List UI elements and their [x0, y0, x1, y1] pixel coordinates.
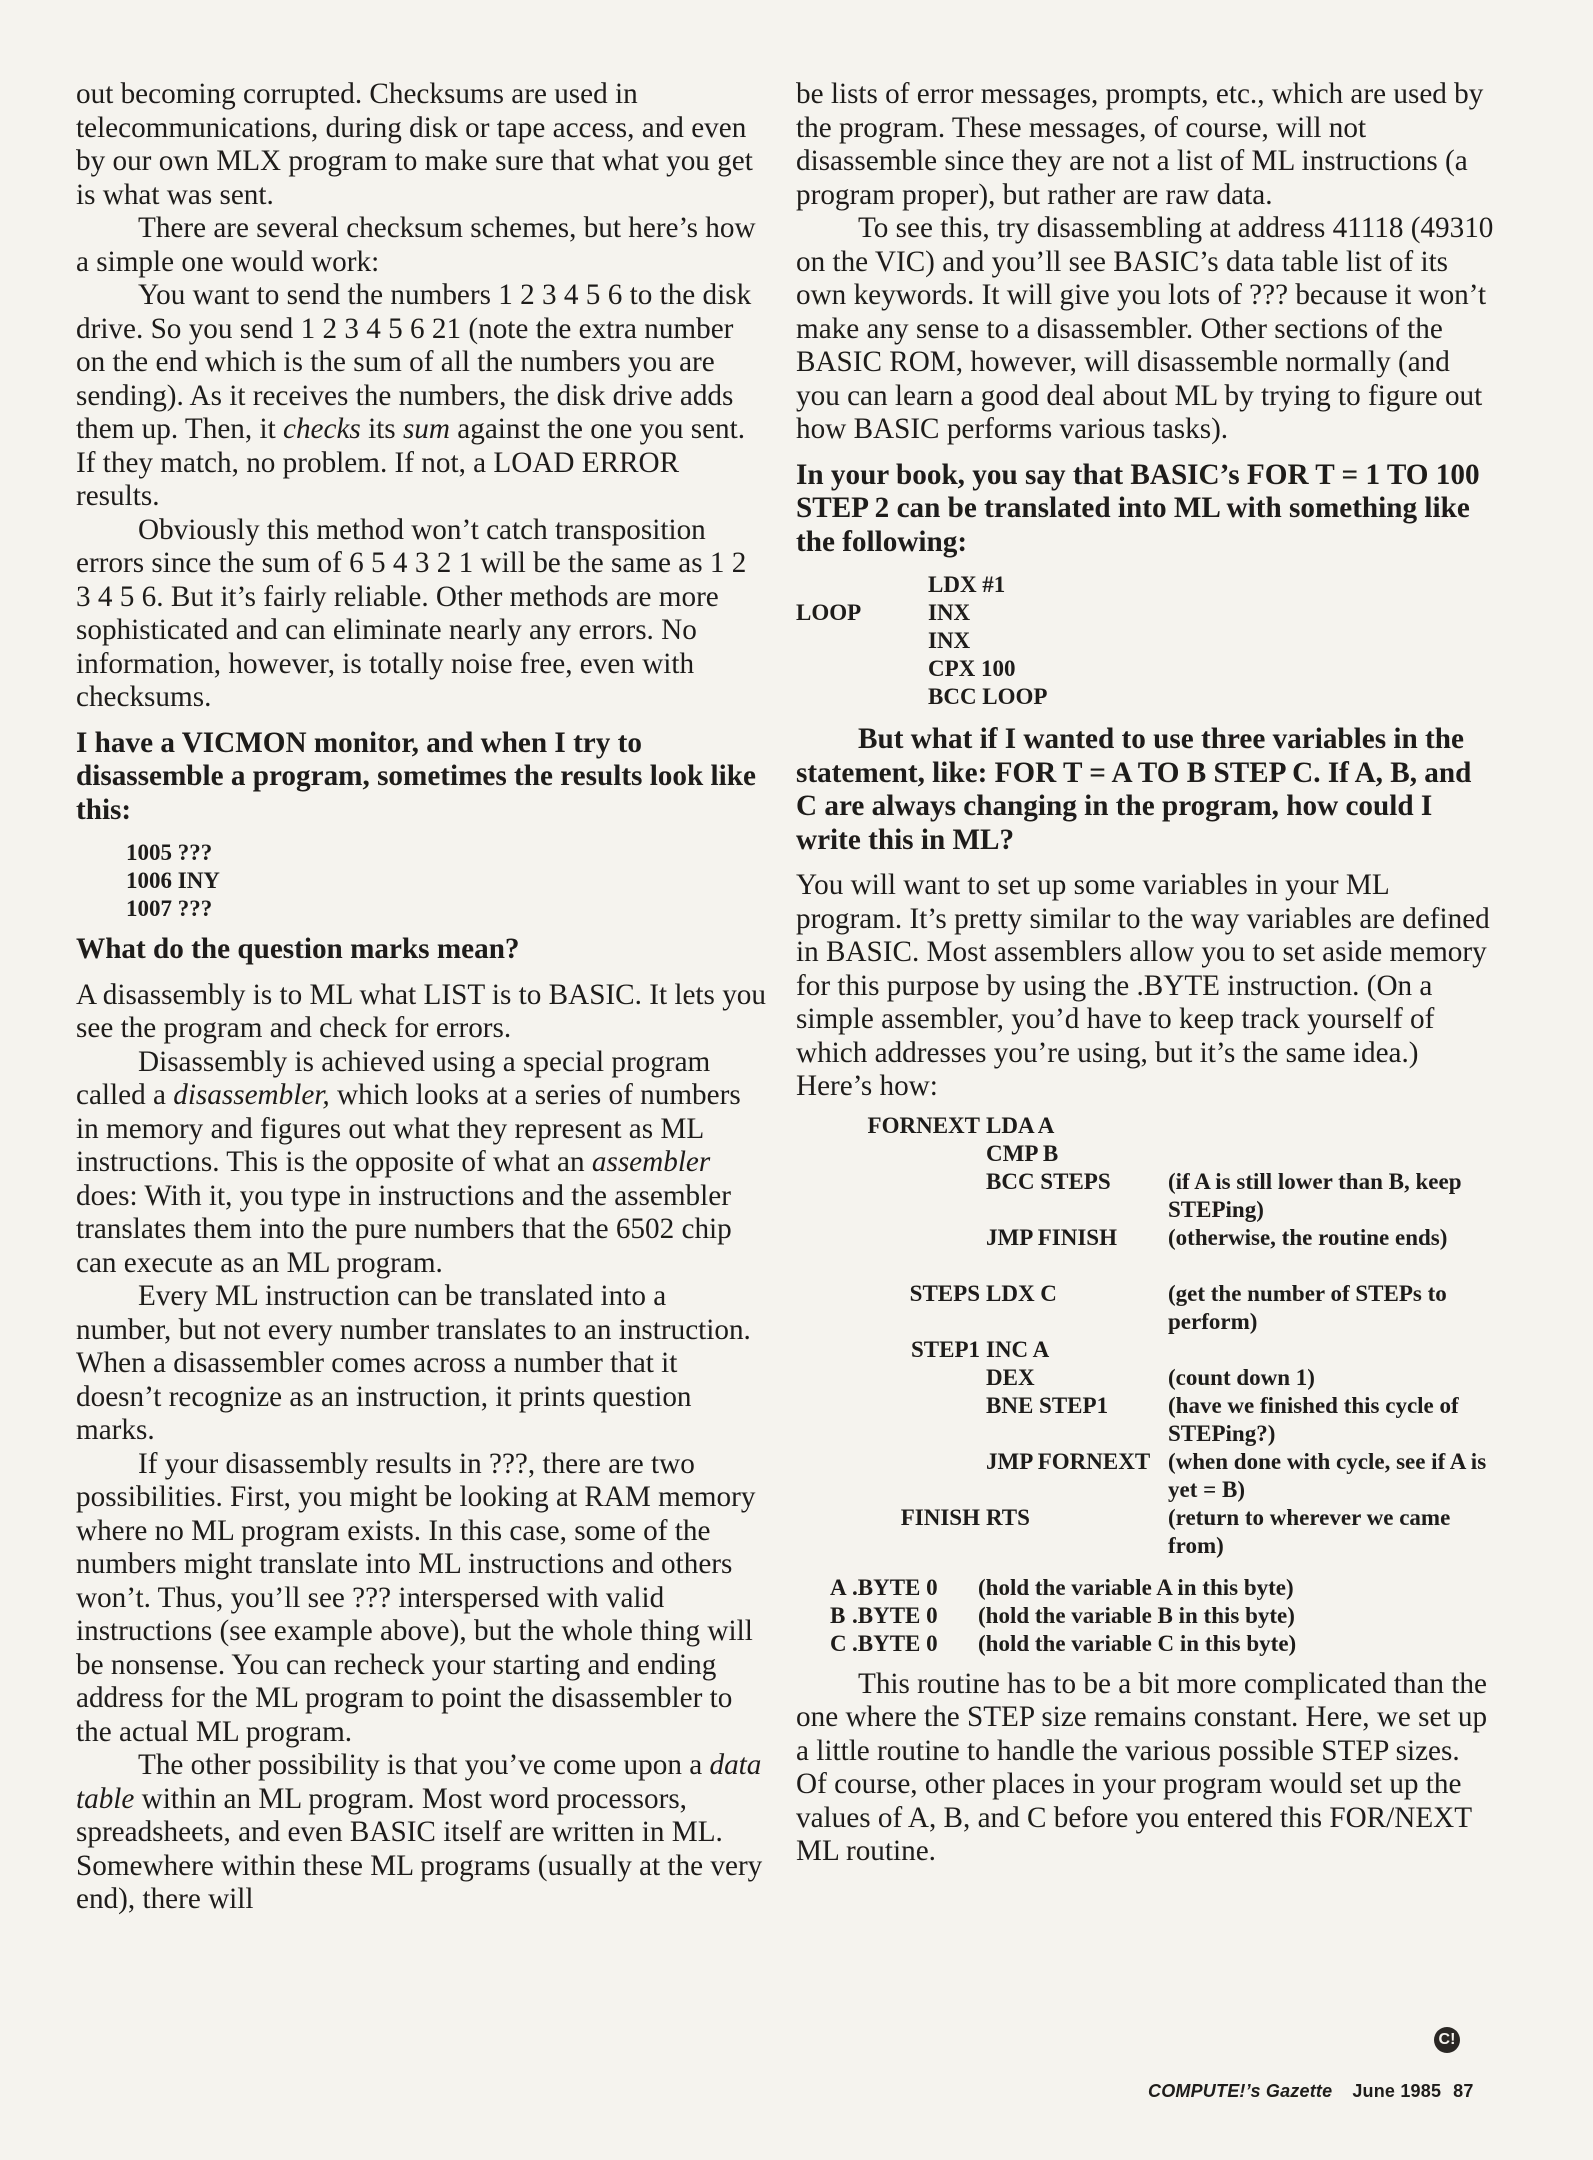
code-line: FINISH RTS (return to wherever we came from): [900, 1504, 1451, 1558]
code-line: INX: [928, 628, 971, 653]
paragraph: out becoming corrupted. Checksums are used in telecommunications, during disk or tape access, and even by our own MLX program to make sure that what you get is what was sent.: [76, 78, 753, 211]
code-line: LOOP INX: [796, 600, 971, 625]
paragraph: Disassembly is achieved using a special program called a disassembler, which looks at a series of numbers in memory and figures out what they represent as ML instructions. This is the opposite of what an assembler does: With it, you type in instructions and the assembler translates them into the pure numbers that the 6502 chip can execute as an ML program.: [76, 1045, 741, 1279]
code-line: BNE STEP1 (have we finished this cycle of STEPing?): [986, 1392, 1459, 1446]
right-column: [796, 78, 1496, 1869]
paragraph: Obviously this method won’t catch transposition errors since the sum of 6 5 4 3 2 1 will be the same as 1 2 3 4 5 6. But it’s fairly reliable. Other methods are more sophisticated and can eliminate nearly any errors. No information, however, is totally noise free, even with checksums.: [76, 513, 747, 713]
code-line: BCC STEPS (if A is still lower than B, keep STEPing): [986, 1168, 1462, 1222]
end-mark-icon: C!: [1434, 2027, 1460, 2053]
paragraph: The other possibility is that you’ve come upon a data table within an ML program. Most word processors, spreadsheets, and even BASIC itself are written in ML. Somewhere within these ML programs (usually at the very end), there will: [76, 1749, 763, 1915]
code-listing: [796, 571, 1496, 711]
paragraph: be lists of error messages, prompts, etc., which are used by the program. These messages, of course, will not disassemble since they are not a list of ML instructions (a program proper), but rather are raw data.: [796, 78, 1484, 211]
code-line: 1007 ???: [126, 896, 213, 921]
paragraph: Every ML instruction can be translated into a number, but not every number translates to an instruction. When a disassembler comes across a number that it doesn’t recognize as an instruction, it prints question marks.: [76, 1280, 751, 1446]
code-listing: [830, 1574, 1496, 1658]
code-line: DEX (count down 1): [986, 1364, 1315, 1390]
code-line: A .BYTE 0 (hold the variable A in this byte): [830, 1574, 1294, 1600]
page-number: 87: [1453, 2081, 1474, 2101]
code-line: B .BYTE 0 (hold the variable B in this byte): [830, 1602, 1295, 1628]
paragraph: You will want to set up some variables in your ML program. It’s pretty similar to the way variables are defined in BASIC. Most assemblers allow you to set aside memory for this purpose by using the .BYTE instruction. (On a simple assembler, you’d have to keep track yourself of which addresses you’re using, but it’s the same idea.) Here’s how:: [796, 869, 1490, 1102]
code-line: JMP FINISH (otherwise, the routine ends): [986, 1224, 1448, 1250]
paragraph: There are several checksum schemes, but here’s how a simple one would work:: [76, 212, 756, 278]
question-heading: But what if I wanted to use three variables in the statement, like: FOR T = A TO B STEP C. If A, B, and C are always changing in the program, how could I write this in ML?: [796, 723, 1472, 856]
question-heading: I have a VICMON monitor, and when I try to disassemble a program, sometimes the results look like this:: [76, 726, 756, 826]
code-line: STEPS LDX C (get the number of STEPs to perform): [909, 1280, 1447, 1334]
left-column: [76, 78, 768, 1917]
code-line: JMP FORNEXT (when done with cycle, see if A is yet = B): [986, 1448, 1487, 1502]
page-footer: [1148, 2081, 1474, 2102]
code-line: CMP B: [986, 1140, 1059, 1166]
code-listing: [126, 839, 768, 923]
paragraph: This routine has to be a bit more complicated than the one where the STEP size remains constant. Here, we set up a little routine to handle the various possible STEP sizes. Of course, other places in your program would set up the values of A, B, and C before you entered this FOR/NEXT ML routine.: [796, 1667, 1488, 1867]
issue-date: June 1985: [1352, 2081, 1442, 2101]
code-line: 1005 ???: [126, 840, 213, 865]
code-line: FORNEXT LDA A: [867, 1112, 1055, 1138]
paragraph: You want to send the numbers 1 2 3 4 5 6 to the disk drive. So you send 1 2 3 4 5 6 21 (note the extra number on the end which is the sum of all the numbers you are sending). As it receives the numbers, the disk drive adds them up. Then, it checks its sum against the one you sent. If they match, no problem. If not, a LOAD ERROR results.: [76, 279, 752, 512]
code-line: C .BYTE 0 (hold the variable C in this byte): [830, 1630, 1297, 1656]
code-listing: [854, 1112, 1494, 1560]
code-line: 1006 INY: [126, 868, 220, 893]
magazine-name: COMPUTE!’s Gazette: [1148, 2081, 1333, 2101]
paragraph: A disassembly is to ML what LIST is to BASIC. It lets you see the program and check for errors.: [76, 978, 766, 1044]
question-heading: In your book, you say that BASIC’s FOR T = 1 TO 100 STEP 2 can be translated into ML with something like the following:: [796, 458, 1480, 558]
code-line: BCC LOOP: [928, 684, 1048, 709]
question-heading: What do the question marks mean?: [76, 933, 520, 965]
paragraph: To see this, try disassembling at address 41118 (49310 on the VIC) and you’ll see BASIC’s data table list of its own keywords. It will give you lots of ??? because it won’t make any sense to a disassembler. Other sections of the BASIC ROM, however, will disassemble normally (and you can learn a good deal about ML by trying to figure out how BASIC performs various tasks).: [796, 212, 1494, 445]
paragraph: If your disassembly results in ???, there are two possibilities. First, you might be looking at RAM memory where no ML program exists. In this case, some of the numbers might translate into ML instructions and others won’t. Thus, you’ll see ??? interspersed with valid instructions (see example above), but the whole thing will be nonsense. You can recheck your starting and ending address for the ML program to point the disassembler to the actual ML program.: [76, 1447, 756, 1748]
code-line: LDX #1: [928, 572, 1006, 597]
code-line: STEP1 INC A: [910, 1336, 1050, 1362]
code-line: CPX 100: [928, 656, 1016, 681]
